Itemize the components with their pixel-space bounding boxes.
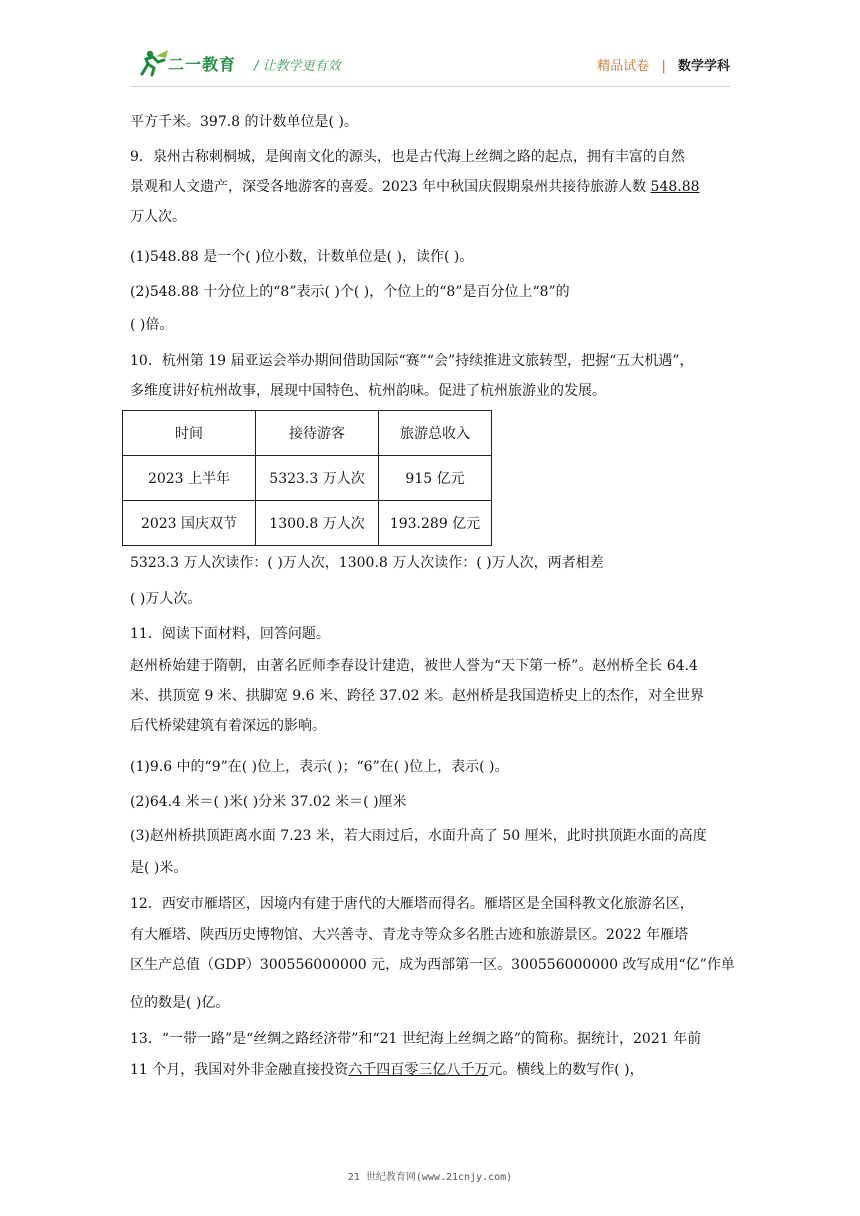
question-11-sub-3: (3)赵州桥拱顶距离水面 7.23 米，若大雨过后，水面升高了 50 厘米，此时拱顶距水面的高度 [130,828,707,844]
question-11-sub-3b: 是( )米。 [130,860,188,876]
question-9-line-3: 万人次。 [130,209,186,225]
table-cell: 193.289 亿元 [379,501,492,546]
brand-label: 精品试卷 [597,59,650,74]
q9-underlined-number: 548.88 [650,179,700,195]
question-12-line-2: 有大雁塔、陕西历史博物馆、大兴善寺、青龙寺等众多名胜古迹和旅游景区。2022 年雁塔 [130,927,689,943]
question-11-sub-1: (1)9.6 中的“9”在( )位上，表示( )；“6”在( )位上，表示( )。 [130,759,509,775]
question-10-line-1: 10．杭州第 19 届亚运会举办期间借助国际“赛”“会”持续推进文旅转型，把握“五大机遇”， [130,353,694,369]
question-9-sub-2b: ( )倍。 [130,317,174,333]
table-header-cell: 旅游总收入 [379,411,492,456]
question-12-line-3: 区生产总值（GDP）300556000000 元，成为西部第一区。300556000000 改写成用“亿”作单 [130,957,735,973]
question-12-line-4: 位的数是( )亿。 [130,995,230,1011]
question-11-title: 11．阅读下面材料，回答问题。 [130,626,330,642]
q9-text: 景观和人文遗产，深受各地游客的喜爱。2023 年中秋国庆假期泉州共接待旅游人数 [130,179,651,195]
question-9-sub-1: (1)548.88 是一个( )位小数，计数单位是( )，读作( )。 [130,249,474,265]
subject-label: 数学学科 [677,59,730,74]
question-9-line-1: 9．泉州古称刺桐城，是闽南文化的源头，也是古代海上丝绸之路的起点，拥有丰富的自然 [130,149,685,165]
page-footer: 21 世纪教育网(www.21cnjy.com) [347,1172,513,1183]
question-12-line-1: 12．西安市雁塔区，因境内有建于唐代的大雁塔而得名。雁塔区是全国科教文化旅游名区， [130,896,694,912]
tourism-table [122,410,492,546]
q13-text-b: 元。横线上的数写作( )， [488,1062,644,1078]
table-row [123,501,492,546]
table-row [123,456,492,501]
question-10-line-2: 多维度讲好杭州故事，展现中国特色、杭州韵味。促进了杭州旅游业的发展。 [130,383,606,399]
table-cell: 1300.8 万人次 [256,501,379,546]
q13-text-a: 11 个月，我国对外非金融直接投资 [130,1062,349,1078]
question-11-line-3: 米、拱顶宽 9 米、拱脚宽 9.6 米、跨径 37.02 米。赵州桥是我国造桥史上的杰作，对全世界 [130,688,704,704]
table-header-cell: 时间 [123,411,256,456]
text-line: 平方千米。397.8 的计数单位是( )。 [130,114,358,130]
table-header-cell: 接待游客 [256,411,379,456]
table-cell: 915 亿元 [379,456,492,501]
question-10-answer-2: ( )万人次。 [130,591,202,607]
question-9-sub-2: (2)548.88 十分位上的“8”表示( )个( )，个位上的“8”是百分位上“8”的 [130,284,570,300]
question-13-line-2 [130,1060,644,1080]
question-9-line-2 [130,177,700,197]
table-cell: 2023 上半年 [123,456,256,501]
slogan: / 让教学更有效 [254,59,341,74]
question-11-sub-2: (2)64.4 米＝( )米( )分米 37.02 米＝( )厘米 [130,794,407,810]
logo-text: 二一教育 [168,55,237,74]
table-cell: 5323.3 万人次 [256,456,379,501]
header-separator: | [661,59,666,74]
question-11-line-4: 后代桥梁建筑有着深远的影响。 [130,718,326,734]
question-11-line-2: 赵州桥始建于隋朝，由著名匠师李春设计建造，被世人誉为“天下第一桥”。赵州桥全长 64.4 [130,658,698,674]
page-header [130,46,730,82]
header-right [597,55,730,74]
question-10-answer-1: 5323.3 万人次读作：( )万人次，1300.8 万人次读作：( )万人次，两者相差 [130,555,604,571]
table-header-row [123,411,492,456]
q13-underlined-number: 六千四百零三亿八千万 [348,1062,489,1078]
table-cell: 2023 国庆双节 [123,501,256,546]
question-13-line-1: 13．“一带一路”是“丝绸之路经济带”和“21 世纪海上丝绸之路”的简称。据统计，2021 年前 [130,1031,702,1047]
header-divider [130,86,730,87]
